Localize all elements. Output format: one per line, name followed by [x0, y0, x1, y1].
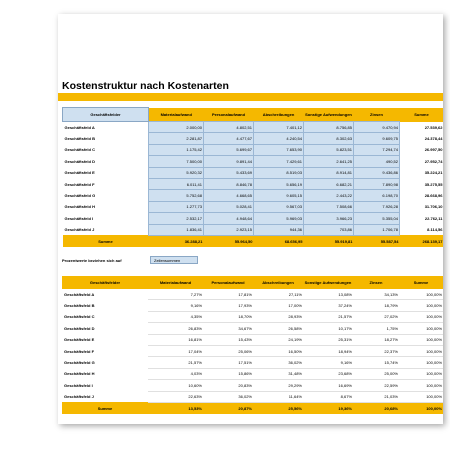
- table-cell[interactable]: 2.443,22: [304, 190, 354, 201]
- total-cell: 25,56%: [253, 402, 303, 414]
- table-cell[interactable]: 22.762,11: [400, 213, 444, 224]
- table-cell[interactable]: 703,86: [304, 224, 354, 235]
- table-cell[interactable]: 5.699,67: [204, 144, 254, 155]
- column-header: Materialaufwand: [148, 276, 203, 289]
- table-cell[interactable]: 35.275,55: [400, 178, 444, 189]
- cost-table: [62, 107, 443, 247]
- total-cell: 36.288,21: [149, 235, 204, 247]
- row-label: Geschäftsfeld C: [62, 311, 148, 322]
- row-label: Geschäftsfeld A: [63, 122, 149, 133]
- table-row: [62, 289, 443, 300]
- table-cell[interactable]: 16,69%: [303, 380, 353, 391]
- table-cell[interactable]: 23,68%: [303, 368, 353, 379]
- table-row: [63, 224, 444, 235]
- table-cell[interactable]: 36,02%: [253, 357, 303, 368]
- table-cell[interactable]: 8.914,81: [304, 167, 354, 178]
- table-cell[interactable]: 1.175,42: [149, 144, 204, 155]
- table-cell[interactable]: 16,50%: [253, 345, 303, 356]
- table-row: [63, 190, 444, 201]
- table-cell[interactable]: 1.277,73: [149, 201, 204, 212]
- table-cell[interactable]: 9,16%: [303, 357, 353, 368]
- row-label: Geschäftsfeld A: [62, 289, 148, 300]
- table-cell[interactable]: 9.609,75: [354, 133, 400, 144]
- table-cell[interactable]: 25,00%: [353, 368, 399, 379]
- table-cell[interactable]: 4.240,54: [254, 133, 304, 144]
- column-header: Geschäftsfelder: [63, 108, 149, 122]
- table-row: [63, 122, 444, 133]
- table-cell[interactable]: 17,51%: [203, 357, 253, 368]
- table-cell[interactable]: 9.891,44: [204, 156, 254, 167]
- total-cell: 68.656,95: [254, 235, 304, 247]
- table-cell[interactable]: 5.823,51: [304, 144, 354, 155]
- table-cell[interactable]: 100,00%: [399, 345, 443, 356]
- column-header: Abschreibungen: [253, 276, 303, 289]
- header-row: [63, 108, 444, 122]
- table-cell[interactable]: 21,03%: [353, 391, 399, 402]
- percentage-table: [62, 276, 443, 414]
- table-cell[interactable]: 26.997,50: [400, 144, 444, 155]
- table-cell[interactable]: 100,00%: [399, 391, 443, 402]
- table-cell[interactable]: 18,94%: [303, 345, 353, 356]
- table-row: [63, 178, 444, 189]
- column-header: Zinsen: [354, 108, 400, 122]
- table-cell[interactable]: 6.198,70: [354, 190, 400, 201]
- table-cell[interactable]: 15,74%: [353, 357, 399, 368]
- table-row: [62, 357, 443, 368]
- row-label: Geschäftsfeld F: [63, 178, 149, 189]
- table-cell[interactable]: 26,58%: [253, 323, 303, 334]
- column-header: Geschäftsfelder: [62, 276, 148, 289]
- total-row: [63, 235, 444, 247]
- table-cell[interactable]: 4.802,51: [204, 122, 254, 133]
- table-row: [63, 156, 444, 167]
- table-cell[interactable]: 22,59%: [353, 380, 399, 391]
- table-row: [63, 144, 444, 155]
- table-cell[interactable]: 4,03%: [148, 368, 203, 379]
- table-cell[interactable]: 7.926,28: [354, 201, 400, 212]
- table-cell[interactable]: 21,57%: [148, 357, 203, 368]
- table-cell[interactable]: 8.846,78: [204, 178, 254, 189]
- table-cell[interactable]: 1,75%: [353, 323, 399, 334]
- total-cell: 55.919,81: [304, 235, 354, 247]
- table-cell[interactable]: 100,00%: [399, 334, 443, 345]
- blank-header-area: [58, 14, 443, 72]
- row-label: Geschäftsfeld E: [63, 167, 149, 178]
- row-label: Geschäftsfeld G: [62, 357, 148, 368]
- row-label: Geschäftsfeld I: [62, 380, 148, 391]
- column-header: Summe: [400, 108, 444, 122]
- table-cell[interactable]: 24.378,44: [400, 133, 444, 144]
- total-cell: 55.964,50: [204, 235, 254, 247]
- table-cell[interactable]: 28.668,96: [400, 190, 444, 201]
- column-header: Sonstige Aufwendungen: [303, 276, 353, 289]
- table-cell[interactable]: 4.477,67: [204, 133, 254, 144]
- table-row: [62, 300, 443, 311]
- table-cell[interactable]: 5.969,03: [254, 213, 304, 224]
- table-cell[interactable]: 15,43%: [203, 334, 253, 345]
- row-label: Geschäftsfeld B: [62, 300, 148, 311]
- column-header: Personalaufwand: [204, 108, 254, 122]
- table-cell[interactable]: 10,17%: [303, 323, 353, 334]
- table-cell[interactable]: 100,00%: [399, 289, 443, 300]
- table-cell[interactable]: 490,52: [354, 156, 400, 167]
- table-row: [63, 167, 444, 178]
- table-cell[interactable]: 1.706,78: [354, 224, 400, 235]
- table-cell[interactable]: 9.436,86: [354, 167, 400, 178]
- table-cell[interactable]: 1.836,41: [149, 224, 204, 235]
- total-cell: 100,00%: [399, 402, 443, 414]
- total-label: Summe: [63, 235, 149, 247]
- table-cell[interactable]: 2.281,87: [149, 133, 204, 144]
- table-cell[interactable]: 21,57%: [303, 311, 353, 322]
- table-cell[interactable]: 7.890,98: [354, 178, 400, 189]
- table-cell[interactable]: 100,00%: [399, 311, 443, 322]
- table-cell[interactable]: 18,70%: [203, 311, 253, 322]
- table-cell[interactable]: 18,27%: [353, 334, 399, 345]
- total-row: [62, 402, 443, 414]
- table-cell[interactable]: 100,00%: [399, 300, 443, 311]
- table-cell[interactable]: 9.605,15: [254, 190, 304, 201]
- table-cell[interactable]: 20,83%: [203, 380, 253, 391]
- table-cell[interactable]: 5.752,68: [149, 190, 204, 201]
- table-cell[interactable]: 17,93%: [203, 300, 253, 311]
- table-cell[interactable]: 9,16%: [148, 300, 203, 311]
- total-cell: 13,53%: [148, 402, 203, 414]
- percentage-basis-label: Prozentwerte beziehen sich auf: [62, 258, 122, 263]
- table-cell[interactable]: 7.294,74: [354, 144, 400, 155]
- table-cell[interactable]: 2.923,15: [204, 224, 254, 235]
- table-cell[interactable]: 7,27%: [148, 289, 203, 300]
- table-cell[interactable]: 5.355,04: [354, 213, 400, 224]
- table-cell[interactable]: 17,00%: [253, 300, 303, 311]
- table-cell[interactable]: 5.920,32: [149, 167, 204, 178]
- table-row: [62, 380, 443, 391]
- table-cell[interactable]: 27.952,74: [400, 156, 444, 167]
- table-cell[interactable]: 2.641,25: [304, 156, 354, 167]
- table-cell[interactable]: 8.756,85: [304, 122, 354, 133]
- table-cell[interactable]: 7.429,61: [254, 156, 304, 167]
- table-cell[interactable]: 10,60%: [148, 380, 203, 391]
- total-cell: 19,36%: [303, 402, 353, 414]
- title-underline-bar: [58, 93, 443, 101]
- table-row: [62, 345, 443, 356]
- table-cell[interactable]: 17,04%: [148, 345, 203, 356]
- row-label: Geschäftsfeld I: [63, 213, 149, 224]
- row-label: Geschäftsfeld H: [63, 201, 149, 212]
- table-cell[interactable]: 5.028,41: [204, 201, 254, 212]
- table-cell[interactable]: 35.224,21: [400, 167, 444, 178]
- table-cell[interactable]: 11,64%: [253, 391, 303, 402]
- table-cell[interactable]: 29,29%: [253, 380, 303, 391]
- row-label: Geschäftsfeld D: [62, 323, 148, 334]
- total-cell: 20,87%: [203, 402, 253, 414]
- table-cell[interactable]: 31,48%: [253, 368, 303, 379]
- table-cell[interactable]: 18,79%: [353, 300, 399, 311]
- table-cell[interactable]: 944,36: [254, 224, 304, 235]
- table-cell[interactable]: 5.656,19: [254, 178, 304, 189]
- row-label: Geschäftsfeld D: [63, 156, 149, 167]
- table-cell[interactable]: 15,86%: [203, 368, 253, 379]
- row-label: Geschäftsfeld C: [63, 144, 149, 155]
- table-cell[interactable]: 34,13%: [353, 289, 399, 300]
- percentage-basis-select[interactable]: Zeilensummen: [150, 256, 198, 264]
- table-cell[interactable]: 17,81%: [203, 289, 253, 300]
- table-cell[interactable]: 27,11%: [253, 289, 303, 300]
- table-cell[interactable]: 22,63%: [148, 391, 203, 402]
- row-label: Geschäftsfeld G: [63, 190, 149, 201]
- table-cell[interactable]: 7.508,66: [304, 201, 354, 212]
- table-cell[interactable]: 7.401,12: [254, 122, 304, 133]
- table-cell[interactable]: 26,83%: [148, 323, 203, 334]
- table-row: [62, 311, 443, 322]
- total-cell: 20,68%: [353, 402, 399, 414]
- table-cell[interactable]: 2.000,00: [149, 122, 204, 133]
- table-cell[interactable]: 5.433,69: [204, 167, 254, 178]
- column-header: Zinsen: [353, 276, 399, 289]
- table-row: [63, 201, 444, 212]
- table-cell[interactable]: 27,02%: [353, 311, 399, 322]
- table-cell[interactable]: 25,31%: [303, 334, 353, 345]
- table-cell[interactable]: 3.966,23: [304, 213, 354, 224]
- table-cell[interactable]: 8,67%: [303, 391, 353, 402]
- table-cell[interactable]: 22,37%: [353, 345, 399, 356]
- table-row: [62, 391, 443, 402]
- table-cell[interactable]: 31.706,10: [400, 201, 444, 212]
- total-label: Summe: [62, 402, 148, 414]
- column-header: Sonstige Aufwendungen: [304, 108, 354, 122]
- table-cell[interactable]: 4.948,64: [204, 213, 254, 224]
- row-label: Geschäftsfeld F: [62, 345, 148, 356]
- column-header: Personalaufwand: [203, 276, 253, 289]
- table-cell[interactable]: 4.668,65: [204, 190, 254, 201]
- column-header: Materialaufwand: [149, 108, 204, 122]
- table-cell[interactable]: 100,00%: [399, 368, 443, 379]
- table-cell[interactable]: 8.114,56: [400, 224, 444, 235]
- table-cell[interactable]: 8.519,03: [254, 167, 304, 178]
- table-row: [62, 323, 443, 334]
- table-cell[interactable]: 100,00%: [399, 357, 443, 368]
- header-row: [62, 276, 443, 289]
- row-label: Geschäftsfeld J: [63, 224, 149, 235]
- sheet-title: Kostenstruktur nach Kostenarten: [62, 80, 229, 92]
- table-cell[interactable]: 9.567,03: [254, 201, 304, 212]
- column-header: Abschreibungen: [254, 108, 304, 122]
- row-label: Geschäftsfeld E: [62, 334, 148, 345]
- table-cell[interactable]: 6.682,21: [304, 178, 354, 189]
- table-cell[interactable]: 16,81%: [148, 334, 203, 345]
- row-label: Geschäftsfeld J: [62, 391, 148, 402]
- table-cell[interactable]: 27.539,62: [400, 122, 444, 133]
- table-cell[interactable]: 25,06%: [203, 345, 253, 356]
- table-cell[interactable]: 28,93%: [253, 311, 303, 322]
- table-row: [62, 334, 443, 345]
- total-cell: 268.139,17: [400, 235, 444, 247]
- table-cell[interactable]: 7.500,00: [149, 156, 204, 167]
- table-cell[interactable]: 100,00%: [399, 380, 443, 391]
- row-label: Geschäftsfeld B: [63, 133, 149, 144]
- table-cell[interactable]: 24,19%: [253, 334, 303, 345]
- table-row: [63, 213, 444, 224]
- column-header: Summe: [399, 276, 443, 289]
- table-cell[interactable]: 36,02%: [203, 391, 253, 402]
- table-cell[interactable]: 7.653,90: [254, 144, 304, 155]
- table-cell[interactable]: 13,08%: [303, 289, 353, 300]
- row-label: Geschäftsfeld H: [62, 368, 148, 379]
- table-cell[interactable]: 37,24%: [303, 300, 353, 311]
- table-cell[interactable]: 4,35%: [148, 311, 203, 322]
- table-cell[interactable]: 9.470,94: [354, 122, 400, 133]
- table-cell[interactable]: 2.532,17: [149, 213, 204, 224]
- table-cell[interactable]: 100,00%: [399, 323, 443, 334]
- table-cell[interactable]: 8.302,63: [304, 133, 354, 144]
- total-cell: 55.587,54: [354, 235, 400, 247]
- table-row: [63, 133, 444, 144]
- table-cell[interactable]: 34,67%: [203, 323, 253, 334]
- table-row: [62, 368, 443, 379]
- table-cell[interactable]: 6.011,41: [149, 178, 204, 189]
- spreadsheet-page: [58, 14, 443, 424]
